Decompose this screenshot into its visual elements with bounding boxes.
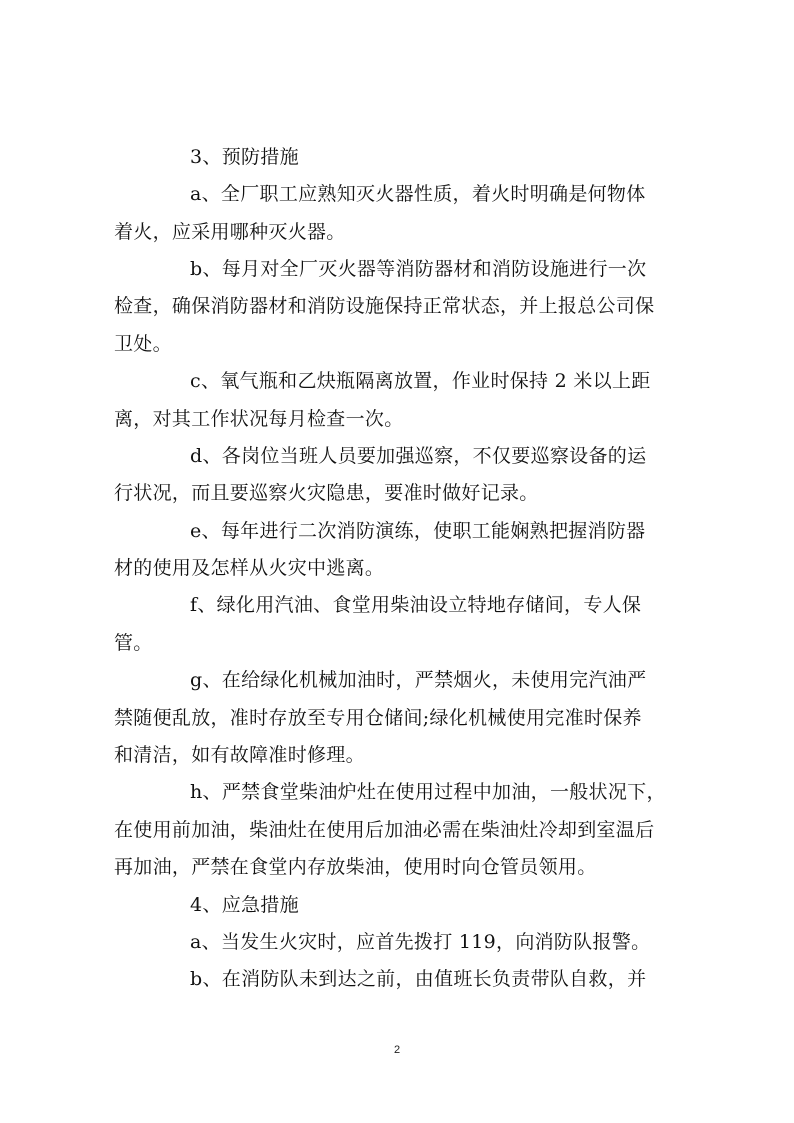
paragraph-line: e、每年进行二次消防演练，使职工能娴熟把握消防器 (190, 520, 646, 542)
paragraph-line: h、严禁食堂柴油炉灶在使用过程中加油，一般状况下， (190, 781, 666, 803)
paragraph-line: 检查，确保消防器材和消防设施保持正常状态，并上报总公司保 (114, 295, 655, 317)
section-heading-prevention: 3、预防措施 (190, 146, 299, 168)
paragraph-line: g、在给绿化机械加油时，严禁烟火，未使用完汽油严 (190, 669, 647, 691)
paragraph-line: 材的使用及怎样从火灾中逃离。 (114, 557, 385, 579)
paragraph-line: c、氧气瓶和乙炔瓶隔离放置，作业时保持 2 米以上距 (190, 370, 651, 392)
paragraph-line: a、当发生火灾时，应首先拨打 119，向消防队报警。 (190, 931, 651, 953)
paragraph-line: b、每月对全厂灭火器等消防器材和消防设施进行一次 (190, 258, 647, 280)
paragraph-line: 卫处。 (114, 333, 172, 355)
paragraph-line: 管。 (114, 632, 153, 654)
paragraph-line: d、各岗位当班人员要加强巡察，不仅要巡察设备的运 (190, 445, 647, 467)
paragraph-line: 禁随便乱放，准时存放至专用仓储间;绿化机械使用完准时保养 (114, 707, 642, 729)
paragraph-line: 和清洁，如有故障准时修理。 (114, 744, 365, 766)
paragraph-line: 着火，应采用哪种灭火器。 (114, 221, 346, 243)
paragraph-line: b、在消防队未到达之前，由值班长负责带队自救，并 (190, 968, 647, 990)
paragraph-line: 在使用前加油，柴油灶在使用后加油必需在柴油灶冷却到室温后 (114, 819, 655, 841)
paragraph-line: a、全厂职工应熟知灭火器性质，着火时明确是何物体 (190, 183, 646, 205)
paragraph-line: 离，对其工作状况每月检查一次。 (114, 408, 404, 430)
section-heading-emergency: 4、应急措施 (190, 894, 299, 916)
paragraph-line: 行状况，而且要巡察火灾隐患，要准时做好记录。 (114, 482, 539, 504)
paragraph-line: f、绿化用汽油、食堂用柴油设立特地存储间，专人保 (190, 594, 642, 616)
paragraph-line: 再加油，严禁在食堂内存放柴油，使用时向仓管员领用。 (114, 856, 597, 878)
page-number: 2 (393, 1044, 401, 1056)
